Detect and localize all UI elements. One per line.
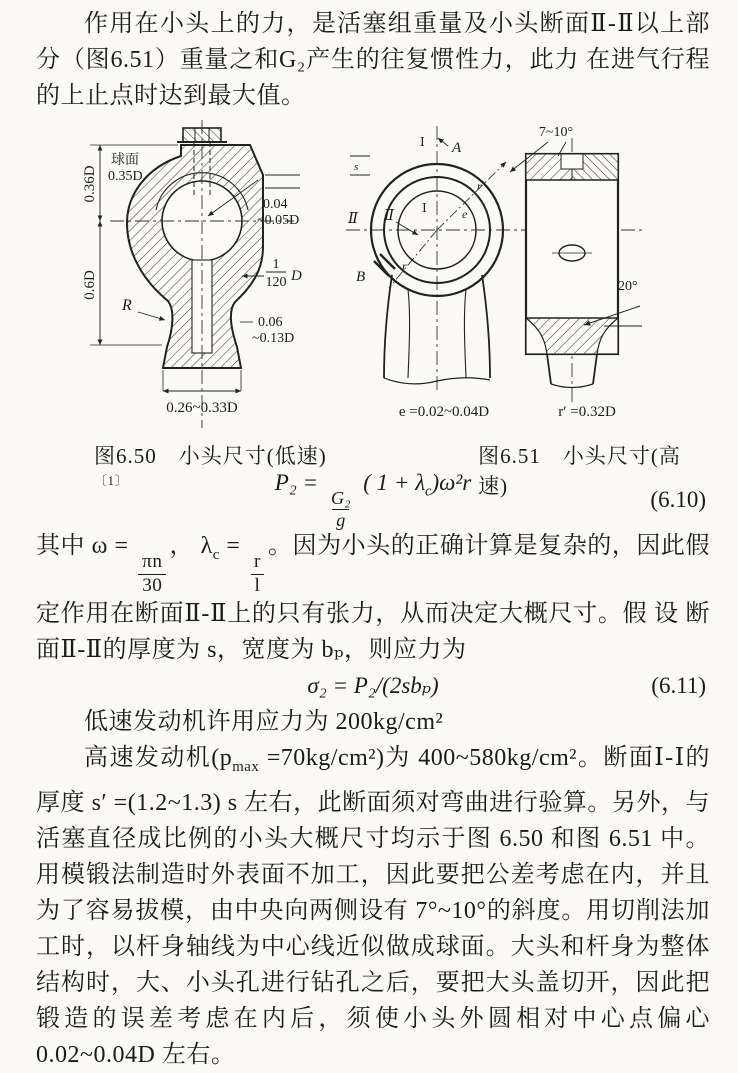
r-dim-lower: r: [402, 259, 407, 273]
lambda-fraction: [250, 552, 265, 595]
radius-label: R: [122, 297, 132, 314]
pmax-subscript: max: [232, 758, 260, 775]
offset-dim-1: 0.06: [258, 315, 283, 330]
p4-text: 高速发动机(p: [84, 744, 233, 771]
section-i-inner: Ⅰ: [422, 201, 427, 215]
s-dim-label: s: [354, 161, 359, 173]
taper-d: D: [291, 268, 302, 284]
sphere-label: 球面: [111, 153, 139, 168]
paragraph-intro: 作用在小头上的力，是活塞组重量及小头断面Ⅱ-Ⅱ以上部分（图6.51）重量之和G₂产生的往复惯性力，此力 在进气行程的上止点时达到最大值。: [36, 11, 710, 109]
p2-text: =: [219, 533, 248, 559]
fraction-numerator: πn: [142, 551, 163, 573]
equation-number: (6.10): [650, 487, 706, 512]
equation-6-10-body: [275, 470, 472, 530]
front-view: [350, 138, 503, 384]
fillet-radius-eq: r′ =0.32D: [558, 404, 616, 420]
section-b-label: B: [356, 269, 366, 285]
eq-lhs: P₂ =: [274, 469, 319, 495]
eq-rhs: ( 1 + λ: [363, 469, 426, 495]
taper-numerator: 1: [272, 257, 280, 272]
section-ii-inner: Ⅱ: [384, 208, 395, 224]
eccentricity-eq: e =0.02~0.04D: [398, 404, 490, 420]
rod-small-end-section: [127, 128, 263, 368]
side-view: [510, 142, 642, 388]
fraction-denominator: g: [332, 509, 349, 530]
fraction-denominator: 30: [138, 574, 166, 596]
lambda-subscript: c: [425, 483, 432, 500]
caption-footnote-ref: 〔1〕: [94, 474, 129, 488]
figure-6-51-drawing: [344, 118, 646, 440]
eq-rhs-tail: )ω²r: [431, 469, 472, 495]
equation-6-11: [36, 668, 710, 704]
eq-fraction: [327, 489, 355, 531]
figure-6-50-drawing: [54, 118, 346, 440]
paragraph-omega-definition: [36, 528, 710, 668]
section-ii-outer: Ⅱ: [348, 211, 359, 227]
sphere-value: 0.35D: [108, 169, 143, 184]
offset-dim-2: ~0.13D: [252, 331, 295, 346]
fraction-denominator: l: [251, 574, 265, 596]
taper-denominator: 120: [265, 275, 287, 290]
gap-dim-2: ~0.05D: [257, 213, 300, 228]
dim-06d: 0.6D: [82, 270, 98, 300]
figures-row: [36, 118, 710, 440]
p2-text: ， λ: [169, 533, 213, 559]
dim-036d: 0.36D: [82, 165, 98, 203]
paragraph-high-speed: [36, 740, 710, 1073]
bottom-width-dim: 0.26~0.33D: [166, 400, 238, 416]
figure-6-51-caption: 图6.51 小头尺寸(高速): [478, 444, 681, 498]
section-a-label: A: [452, 140, 462, 156]
caption-text: 图6.50 小头尺寸(低速): [94, 444, 327, 468]
p4-text: =70kg/cm²)为 400~580kg/cm²。断面Ⅰ-Ⅰ的厚度 s′ =(1.2~1.3) s 左右，此断面须对弯曲进行验算。另外，与活塞直径成比例的小头大概尺寸均示于图 6.50 和图 6.51 中。用模锻法制造时外表面不加工，因此要把公差考虑在内，并且为了容易拔模，由中央向两侧设有 7°~10°的斜度。用切削法加工时，以杆身轴线为中心线近似做成球面。大头和杆身为整体结构时，大、小头孔进行钻孔之后，要把大头盖切开，因此把锻造的误差考虑在内后，须使小头外圆相对中心点偏心 0.02~0.04D 左右。: [36, 744, 710, 1068]
equation-number: (6.11): [651, 672, 706, 698]
equation-6-11-body: σ₂ = P₂/(2sbₚ): [307, 672, 439, 698]
angle-20-label: 20°: [618, 279, 638, 294]
e-dim-label: e: [462, 207, 468, 221]
p2-text: 。因为小头的正确计算是复杂的，因此假定作用在断面Ⅱ-Ⅱ上的只有张力，从而决定大概尺寸。假 设 断面Ⅱ-Ⅱ的厚度为 s，宽度为 bₚ，则应力为: [36, 533, 710, 663]
fraction-numerator: r: [254, 551, 261, 573]
draft-angle-label: 7~10°: [538, 125, 574, 140]
omega-fraction: [138, 552, 166, 595]
section-i-top: Ⅰ: [420, 135, 425, 149]
lambda-subscript: c: [212, 546, 220, 563]
gap-dim-1: 0.04: [263, 197, 288, 212]
p2-text: 其中 ω =: [36, 533, 136, 559]
fraction-numerator: G₂: [330, 487, 351, 508]
paragraph-low-speed: 低速发动机许用应力为 200kg/cm²: [84, 708, 444, 735]
r-dim-upper: r: [477, 179, 482, 193]
